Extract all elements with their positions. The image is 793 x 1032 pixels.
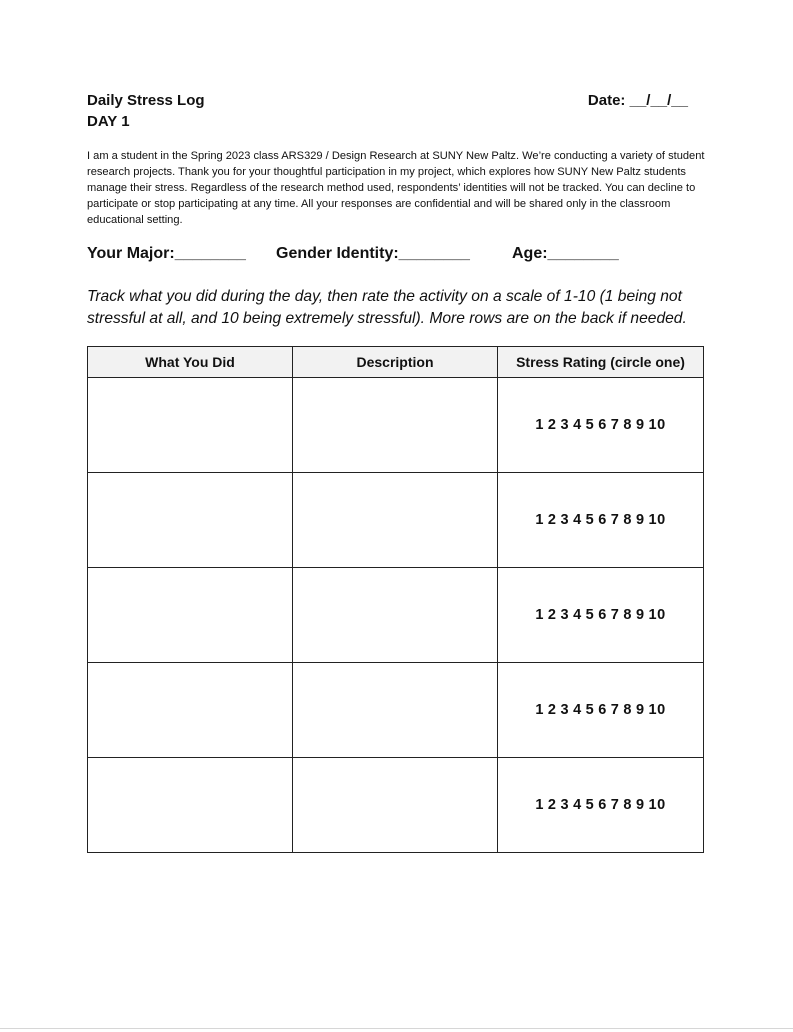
rating-option[interactable]: 4 (573, 607, 582, 623)
table-row (88, 568, 704, 663)
rating-option[interactable]: 2 (547, 512, 557, 528)
rating-option[interactable]: 5 (585, 797, 595, 813)
table-row (88, 663, 704, 758)
rating-option[interactable]: 4 (573, 417, 582, 433)
stress-rating-cell (498, 663, 704, 758)
header-description: Description (293, 347, 498, 378)
rating-option[interactable]: 6 (598, 417, 607, 433)
rating-option[interactable]: 10 (648, 417, 666, 433)
rating-option[interactable]: 9 (635, 797, 645, 813)
table-row (88, 473, 704, 568)
what-you-did-cell[interactable] (88, 663, 293, 758)
rating-option[interactable]: 10 (648, 702, 666, 718)
rating-option[interactable]: 4 (573, 797, 582, 813)
description-cell[interactable] (293, 663, 498, 758)
description-cell[interactable] (293, 568, 498, 663)
rating-option[interactable]: 3 (560, 512, 570, 528)
rating-scale (498, 607, 703, 623)
rating-option[interactable]: 6 (598, 797, 607, 813)
what-you-did-cell[interactable] (88, 473, 293, 568)
stress-log-table (87, 346, 704, 853)
rating-option[interactable]: 1 (535, 607, 544, 623)
rating-option[interactable]: 4 (573, 512, 582, 528)
rating-option[interactable]: 5 (585, 702, 595, 718)
header-what-you-did: What You Did (88, 347, 293, 378)
rating-scale (498, 417, 703, 433)
rating-option[interactable]: 9 (635, 417, 645, 433)
rating-option[interactable]: 3 (560, 607, 570, 623)
intro-paragraph: I am a student in the Spring 2023 class ARS329 / Design Research at SUNY New Paltz. We’re conducting a variety of student research projects. Thank you for your thoughtful participation in my project, which explores how SUNY New Paltz students manage their stress. Regardless of the research method used, respondents’ identities will not be tracked. You can decline to participate or stop participating at any time. All your responses are confidential and will be shared only in the classroom educational setting. (87, 150, 705, 226)
gender-identity-field[interactable]: Gender Identity:________ (276, 245, 470, 262)
rating-option[interactable]: 8 (623, 512, 632, 528)
rating-scale (498, 702, 703, 718)
what-you-did-cell[interactable] (88, 378, 293, 473)
page-edge-divider (0, 1028, 793, 1029)
rating-option[interactable]: 2 (547, 417, 557, 433)
stress-rating-cell (498, 758, 704, 853)
rating-option[interactable]: 1 (535, 417, 544, 433)
document-title: Daily Stress Log (87, 92, 205, 109)
rating-option[interactable]: 1 (535, 797, 544, 813)
document-header (87, 90, 688, 132)
rating-scale (498, 797, 703, 813)
rating-option[interactable]: 10 (648, 797, 666, 813)
what-you-did-cell[interactable] (88, 758, 293, 853)
rating-option[interactable]: 5 (585, 417, 595, 433)
description-cell[interactable] (293, 473, 498, 568)
instructions-text: Track what you did during the day, then rate the activity on a scale of 1-10 (1 being not stressful at all, and 10 being extremely stressful). More rows are on the back if needed. (87, 288, 687, 327)
description-cell[interactable] (293, 758, 498, 853)
what-you-did-cell[interactable] (88, 568, 293, 663)
rating-option[interactable]: 7 (610, 417, 620, 433)
rating-option[interactable]: 7 (610, 797, 620, 813)
rating-option[interactable]: 10 (648, 512, 666, 528)
table-row (88, 758, 704, 853)
rating-option[interactable]: 7 (610, 512, 620, 528)
rating-option[interactable]: 3 (560, 417, 570, 433)
rating-option[interactable]: 3 (560, 702, 570, 718)
rating-option[interactable]: 2 (547, 797, 557, 813)
major-field[interactable]: Your Major:________ (87, 245, 246, 262)
rating-option[interactable]: 7 (610, 607, 620, 623)
table-row (88, 378, 704, 473)
rating-option[interactable]: 3 (560, 797, 570, 813)
rating-option[interactable]: 10 (648, 607, 666, 623)
rating-scale (498, 512, 703, 528)
date-field[interactable]: Date: __/__/__ (587, 92, 688, 109)
description-cell[interactable] (293, 378, 498, 473)
rating-option[interactable]: 8 (623, 702, 632, 718)
rating-option[interactable]: 9 (635, 512, 645, 528)
stress-rating-cell (498, 378, 704, 473)
stress-rating-cell (498, 473, 704, 568)
rating-option[interactable]: 1 (535, 702, 544, 718)
rating-option[interactable]: 8 (623, 607, 632, 623)
rating-option[interactable]: 9 (635, 702, 645, 718)
rating-option[interactable]: 6 (598, 702, 607, 718)
header-stress-rating: Stress Rating (circle one) (498, 347, 704, 378)
rating-option[interactable]: 1 (535, 512, 544, 528)
rating-option[interactable]: 8 (623, 417, 632, 433)
rating-option[interactable]: 2 (547, 702, 557, 718)
day-label: DAY 1 (87, 113, 130, 130)
rating-option[interactable]: 8 (623, 797, 632, 813)
rating-option[interactable]: 6 (598, 512, 607, 528)
rating-option[interactable]: 9 (635, 607, 645, 623)
rating-option[interactable]: 6 (598, 607, 607, 623)
rating-option[interactable]: 5 (585, 607, 595, 623)
age-field[interactable]: Age:________ (512, 245, 619, 262)
title-block (87, 90, 205, 132)
rating-option[interactable]: 2 (547, 607, 557, 623)
rating-option[interactable]: 5 (585, 512, 595, 528)
stress-rating-cell (498, 568, 704, 663)
table-header-row (88, 347, 704, 378)
table-body (88, 378, 704, 853)
rating-option[interactable]: 7 (610, 702, 620, 718)
rating-option[interactable]: 4 (573, 702, 582, 718)
